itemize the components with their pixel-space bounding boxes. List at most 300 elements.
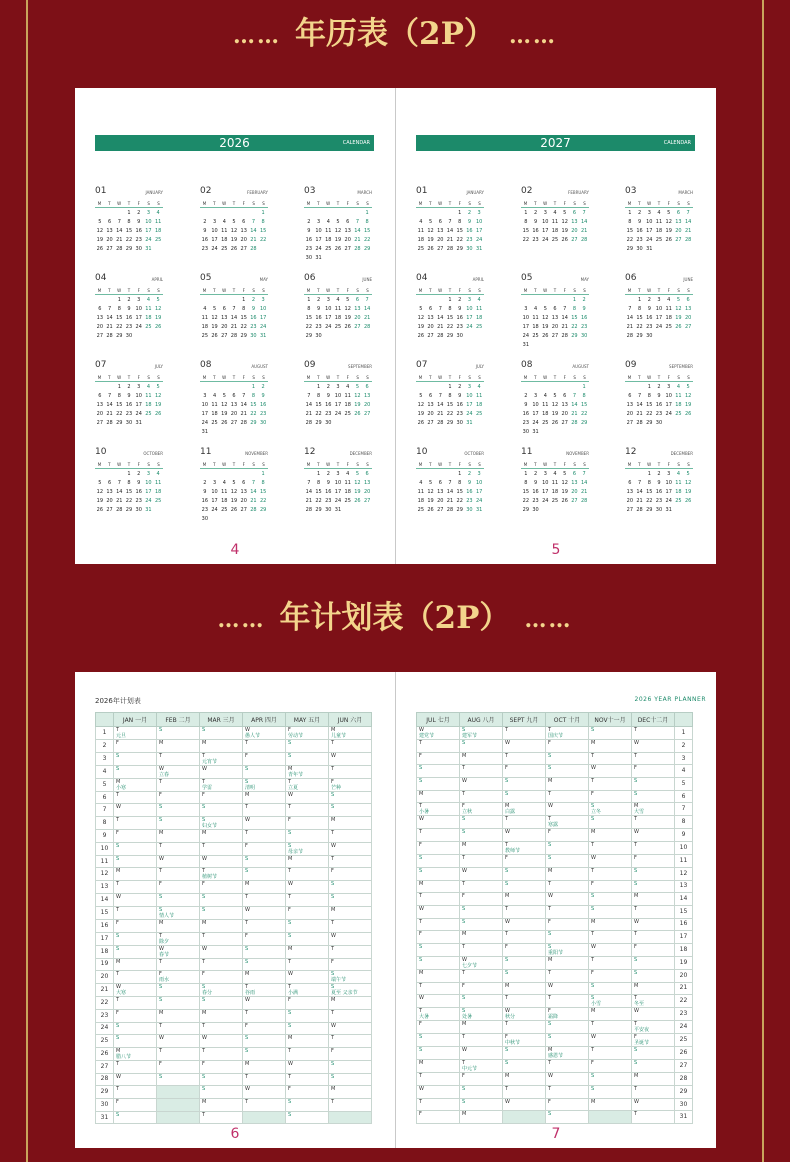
planner-cell[interactable] (503, 816, 546, 829)
planner-cell[interactable] (460, 969, 503, 982)
planner-cell[interactable] (243, 868, 286, 881)
planner-cell[interactable] (286, 997, 329, 1010)
planner-cell[interactable] (243, 778, 286, 791)
planner-cell[interactable] (243, 842, 286, 855)
planner-cell[interactable] (417, 1034, 460, 1047)
planner-cell[interactable] (286, 804, 329, 817)
planner-cell[interactable] (329, 868, 372, 881)
planner-cell[interactable] (589, 803, 632, 816)
planner-cell[interactable] (114, 740, 157, 753)
planner-cell[interactable] (546, 905, 589, 918)
planner-cell[interactable] (589, 1047, 632, 1060)
planner-cell[interactable] (546, 943, 589, 956)
planner-cell[interactable] (286, 791, 329, 804)
planner-cell[interactable] (243, 984, 286, 997)
planner-cell[interactable] (546, 1021, 589, 1034)
planner-cell[interactable] (286, 1060, 329, 1073)
planner-cell[interactable] (243, 971, 286, 984)
planner-cell[interactable] (157, 1022, 200, 1035)
planner-cell[interactable] (460, 1111, 503, 1124)
planner-cell[interactable] (157, 1111, 200, 1124)
planner-cell[interactable] (286, 1035, 329, 1048)
planner-cell[interactable] (632, 867, 675, 880)
planner-cell[interactable] (589, 982, 632, 995)
planner-cell[interactable] (460, 1008, 503, 1021)
planner-cell[interactable] (460, 790, 503, 803)
planner-cell[interactable] (632, 931, 675, 944)
planner-cell[interactable] (632, 956, 675, 969)
planner-cell[interactable] (417, 752, 460, 765)
planner-cell[interactable] (460, 778, 503, 791)
planner-cell[interactable] (632, 765, 675, 778)
planner-cell[interactable] (546, 778, 589, 791)
planner-cell[interactable] (114, 971, 157, 984)
planner-cell[interactable] (503, 778, 546, 791)
planner-cell[interactable] (114, 984, 157, 997)
planner-cell[interactable] (589, 918, 632, 931)
planner-cell[interactable] (200, 855, 243, 868)
planner-cell[interactable] (632, 778, 675, 791)
planner-cell[interactable] (503, 855, 546, 868)
planner-cell[interactable] (460, 931, 503, 944)
planner-cell[interactable] (589, 816, 632, 829)
planner-cell[interactable] (417, 880, 460, 893)
planner-cell[interactable] (460, 918, 503, 931)
planner-cell[interactable] (329, 1086, 372, 1099)
planner-cell[interactable] (503, 880, 546, 893)
planner-cell[interactable] (243, 1035, 286, 1048)
planner-cell[interactable] (546, 893, 589, 906)
planner-cell[interactable] (417, 943, 460, 956)
planner-cell[interactable] (503, 1111, 546, 1124)
planner-cell[interactable] (589, 905, 632, 918)
planner-cell[interactable] (589, 956, 632, 969)
planner-cell[interactable] (589, 1086, 632, 1099)
planner-cell[interactable] (329, 830, 372, 843)
planner-cell[interactable] (460, 905, 503, 918)
planner-cell[interactable] (157, 842, 200, 855)
planner-cell[interactable] (286, 1099, 329, 1112)
planner-cell[interactable] (200, 997, 243, 1010)
planner-cell[interactable] (460, 740, 503, 753)
planner-cell[interactable] (503, 829, 546, 842)
planner-cell[interactable] (417, 740, 460, 753)
planner-cell[interactable] (417, 918, 460, 931)
planner-cell[interactable] (243, 855, 286, 868)
planner-cell[interactable] (114, 881, 157, 894)
planner-cell[interactable] (157, 984, 200, 997)
planner-cell[interactable] (200, 817, 243, 830)
planner-cell[interactable] (589, 1008, 632, 1021)
planner-cell[interactable] (546, 803, 589, 816)
planner-cell[interactable] (286, 740, 329, 753)
planner-cell[interactable] (589, 931, 632, 944)
planner-cell[interactable] (632, 1034, 675, 1047)
planner-cell[interactable] (329, 727, 372, 740)
planner-cell[interactable] (243, 1009, 286, 1022)
planner-cell[interactable] (460, 995, 503, 1008)
planner-cell[interactable] (114, 842, 157, 855)
planner-cell[interactable] (589, 842, 632, 855)
planner-cell[interactable] (329, 906, 372, 919)
planner-cell[interactable] (503, 1086, 546, 1099)
planner-cell[interactable] (200, 778, 243, 791)
planner-cell[interactable] (329, 740, 372, 753)
planner-cell[interactable] (417, 790, 460, 803)
planner-cell[interactable] (200, 906, 243, 919)
planner-cell[interactable] (114, 804, 157, 817)
planner-cell[interactable] (329, 752, 372, 765)
planner-cell[interactable] (460, 1047, 503, 1060)
planner-cell[interactable] (417, 727, 460, 740)
planner-cell[interactable] (157, 1009, 200, 1022)
planner-cell[interactable] (286, 1111, 329, 1124)
planner-cell[interactable] (503, 969, 546, 982)
planner-cell[interactable] (200, 881, 243, 894)
planner-cell[interactable] (503, 893, 546, 906)
planner-cell[interactable] (417, 1073, 460, 1086)
planner-cell[interactable] (286, 1022, 329, 1035)
planner-cell[interactable] (632, 1060, 675, 1073)
planner-cell[interactable] (417, 995, 460, 1008)
planner-cell[interactable] (329, 971, 372, 984)
planner-cell[interactable] (114, 1009, 157, 1022)
planner-cell[interactable] (286, 752, 329, 765)
planner-cell[interactable] (503, 943, 546, 956)
planner-cell[interactable] (460, 956, 503, 969)
planner-cell[interactable] (329, 958, 372, 971)
planner-cell[interactable] (243, 945, 286, 958)
planner-cell[interactable] (114, 765, 157, 778)
planner-cell[interactable] (589, 1111, 632, 1124)
planner-cell[interactable] (200, 1009, 243, 1022)
planner-cell[interactable] (503, 918, 546, 931)
planner-cell[interactable] (329, 1073, 372, 1086)
planner-cell[interactable] (286, 971, 329, 984)
planner-cell[interactable] (503, 995, 546, 1008)
planner-cell[interactable] (503, 1060, 546, 1073)
planner-cell[interactable] (200, 804, 243, 817)
planner-cell[interactable] (632, 995, 675, 1008)
planner-cell[interactable] (632, 982, 675, 995)
planner-cell[interactable] (329, 1009, 372, 1022)
planner-cell[interactable] (243, 906, 286, 919)
planner-cell[interactable] (329, 1099, 372, 1112)
planner-cell[interactable] (200, 752, 243, 765)
planner-cell[interactable] (460, 1098, 503, 1111)
planner-cell[interactable] (460, 893, 503, 906)
planner-cell[interactable] (460, 943, 503, 956)
planner-cell[interactable] (243, 919, 286, 932)
planner-cell[interactable] (157, 932, 200, 945)
planner-cell[interactable] (546, 1047, 589, 1060)
planner-cell[interactable] (243, 752, 286, 765)
planner-cell[interactable] (157, 1047, 200, 1060)
planner-cell[interactable] (243, 817, 286, 830)
planner-cell[interactable] (200, 740, 243, 753)
planner-cell[interactable] (546, 867, 589, 880)
planner-cell[interactable] (460, 816, 503, 829)
planner-cell[interactable] (632, 905, 675, 918)
planner-cell[interactable] (546, 1098, 589, 1111)
planner-cell[interactable] (329, 945, 372, 958)
planner-cell[interactable] (157, 778, 200, 791)
planner-cell[interactable] (157, 919, 200, 932)
planner-cell[interactable] (503, 931, 546, 944)
planner-cell[interactable] (632, 969, 675, 982)
planner-cell[interactable] (503, 1008, 546, 1021)
planner-cell[interactable] (589, 943, 632, 956)
planner-cell[interactable] (286, 1073, 329, 1086)
planner-cell[interactable] (200, 958, 243, 971)
planner-cell[interactable] (114, 1086, 157, 1099)
planner-cell[interactable] (503, 1034, 546, 1047)
planner-cell[interactable] (546, 829, 589, 842)
planner-cell[interactable] (286, 919, 329, 932)
planner-cell[interactable] (546, 1060, 589, 1073)
planner-cell[interactable] (114, 791, 157, 804)
planner-cell[interactable] (589, 855, 632, 868)
planner-cell[interactable] (546, 918, 589, 931)
planner-cell[interactable] (589, 790, 632, 803)
planner-cell[interactable] (589, 969, 632, 982)
planner-cell[interactable] (460, 880, 503, 893)
planner-cell[interactable] (243, 1099, 286, 1112)
planner-cell[interactable] (417, 1021, 460, 1034)
planner-cell[interactable] (546, 1086, 589, 1099)
planner-cell[interactable] (503, 727, 546, 740)
planner-cell[interactable] (157, 945, 200, 958)
planner-cell[interactable] (286, 778, 329, 791)
planner-cell[interactable] (114, 868, 157, 881)
planner-cell[interactable] (460, 803, 503, 816)
planner-cell[interactable] (200, 868, 243, 881)
planner-cell[interactable] (114, 906, 157, 919)
planner-cell[interactable] (243, 1060, 286, 1073)
planner-cell[interactable] (157, 1086, 200, 1099)
planner-cell[interactable] (546, 790, 589, 803)
planner-cell[interactable] (546, 816, 589, 829)
planner-cell[interactable] (157, 817, 200, 830)
planner-cell[interactable] (200, 894, 243, 907)
planner-cell[interactable] (546, 982, 589, 995)
planner-cell[interactable] (243, 1022, 286, 1035)
planner-cell[interactable] (200, 1035, 243, 1048)
planner-cell[interactable] (200, 1022, 243, 1035)
planner-cell[interactable] (632, 1008, 675, 1021)
planner-cell[interactable] (200, 1047, 243, 1060)
planner-cell[interactable] (632, 816, 675, 829)
planner-cell[interactable] (114, 945, 157, 958)
planner-cell[interactable] (546, 752, 589, 765)
planner-cell[interactable] (503, 1098, 546, 1111)
planner-cell[interactable] (329, 984, 372, 997)
planner-cell[interactable] (546, 1034, 589, 1047)
planner-cell[interactable] (546, 727, 589, 740)
planner-cell[interactable] (632, 790, 675, 803)
planner-cell[interactable] (200, 971, 243, 984)
planner-cell[interactable] (329, 791, 372, 804)
planner-cell[interactable] (503, 905, 546, 918)
planner-cell[interactable] (417, 778, 460, 791)
planner-cell[interactable] (417, 842, 460, 855)
planner-cell[interactable] (546, 931, 589, 944)
planner-cell[interactable] (157, 1060, 200, 1073)
planner-cell[interactable] (200, 1099, 243, 1112)
planner-cell[interactable] (286, 765, 329, 778)
planner-cell[interactable] (632, 1111, 675, 1124)
planner-cell[interactable] (503, 790, 546, 803)
planner-cell[interactable] (200, 945, 243, 958)
planner-cell[interactable] (417, 982, 460, 995)
planner-cell[interactable] (546, 765, 589, 778)
planner-cell[interactable] (589, 829, 632, 842)
planner-cell[interactable] (546, 855, 589, 868)
planner-cell[interactable] (157, 791, 200, 804)
planner-cell[interactable] (286, 881, 329, 894)
planner-cell[interactable] (417, 829, 460, 842)
planner-cell[interactable] (460, 727, 503, 740)
planner-cell[interactable] (286, 855, 329, 868)
planner-cell[interactable] (157, 906, 200, 919)
planner-cell[interactable] (417, 816, 460, 829)
planner-cell[interactable] (417, 956, 460, 969)
planner-cell[interactable] (417, 1047, 460, 1060)
planner-cell[interactable] (329, 817, 372, 830)
planner-cell[interactable] (417, 1111, 460, 1124)
planner-cell[interactable] (632, 1021, 675, 1034)
planner-cell[interactable] (503, 803, 546, 816)
planner-cell[interactable] (589, 867, 632, 880)
planner-cell[interactable] (589, 740, 632, 753)
planner-cell[interactable] (114, 1035, 157, 1048)
planner-cell[interactable] (417, 1086, 460, 1099)
planner-cell[interactable] (589, 1073, 632, 1086)
planner-cell[interactable] (632, 880, 675, 893)
planner-cell[interactable] (157, 958, 200, 971)
planner-cell[interactable] (503, 1047, 546, 1060)
planner-cell[interactable] (200, 1086, 243, 1099)
planner-cell[interactable] (329, 1111, 372, 1124)
planner-cell[interactable] (200, 727, 243, 740)
planner-cell[interactable] (329, 894, 372, 907)
planner-cell[interactable] (157, 1035, 200, 1048)
planner-cell[interactable] (286, 1009, 329, 1022)
planner-cell[interactable] (632, 727, 675, 740)
planner-cell[interactable] (546, 969, 589, 982)
planner-cell[interactable] (243, 997, 286, 1010)
planner-cell[interactable] (243, 727, 286, 740)
planner-cell[interactable] (417, 1008, 460, 1021)
planner-cell[interactable] (460, 867, 503, 880)
planner-cell[interactable] (546, 1008, 589, 1021)
planner-cell[interactable] (286, 984, 329, 997)
planner-cell[interactable] (114, 1099, 157, 1112)
planner-cell[interactable] (632, 1073, 675, 1086)
planner-cell[interactable] (503, 1021, 546, 1034)
planner-cell[interactable] (200, 791, 243, 804)
planner-cell[interactable] (417, 765, 460, 778)
planner-cell[interactable] (286, 932, 329, 945)
planner-cell[interactable] (460, 1021, 503, 1034)
planner-cell[interactable] (632, 1047, 675, 1060)
planner-cell[interactable] (632, 855, 675, 868)
planner-cell[interactable] (632, 893, 675, 906)
planner-cell[interactable] (286, 958, 329, 971)
planner-cell[interactable] (243, 1047, 286, 1060)
planner-cell[interactable] (114, 932, 157, 945)
planner-cell[interactable] (329, 997, 372, 1010)
planner-cell[interactable] (114, 1073, 157, 1086)
planner-cell[interactable] (329, 1022, 372, 1035)
planner-cell[interactable] (460, 1034, 503, 1047)
planner-cell[interactable] (589, 1021, 632, 1034)
planner-cell[interactable] (632, 752, 675, 765)
planner-cell[interactable] (546, 880, 589, 893)
planner-cell[interactable] (286, 945, 329, 958)
planner-cell[interactable] (503, 982, 546, 995)
planner-cell[interactable] (632, 803, 675, 816)
planner-cell[interactable] (460, 982, 503, 995)
planner-cell[interactable] (114, 817, 157, 830)
planner-cell[interactable] (157, 727, 200, 740)
planner-cell[interactable] (546, 1111, 589, 1124)
planner-cell[interactable] (329, 855, 372, 868)
planner-cell[interactable] (243, 881, 286, 894)
planner-cell[interactable] (417, 855, 460, 868)
planner-cell[interactable] (329, 1035, 372, 1048)
planner-cell[interactable] (286, 906, 329, 919)
planner-cell[interactable] (460, 855, 503, 868)
planner-cell[interactable] (114, 894, 157, 907)
planner-cell[interactable] (417, 867, 460, 880)
planner-cell[interactable] (589, 1060, 632, 1073)
planner-cell[interactable] (114, 919, 157, 932)
planner-cell[interactable] (503, 740, 546, 753)
planner-cell[interactable] (546, 995, 589, 1008)
planner-cell[interactable] (417, 969, 460, 982)
planner-cell[interactable] (546, 956, 589, 969)
planner-cell[interactable] (114, 855, 157, 868)
planner-cell[interactable] (157, 830, 200, 843)
planner-cell[interactable] (114, 1047, 157, 1060)
planner-cell[interactable] (114, 1060, 157, 1073)
planner-cell[interactable] (243, 765, 286, 778)
planner-cell[interactable] (546, 1073, 589, 1086)
planner-cell[interactable] (329, 932, 372, 945)
planner-cell[interactable] (460, 842, 503, 855)
planner-cell[interactable] (157, 1073, 200, 1086)
planner-cell[interactable] (329, 1060, 372, 1073)
planner-cell[interactable] (329, 804, 372, 817)
planner-cell[interactable] (157, 804, 200, 817)
planner-cell[interactable] (460, 829, 503, 842)
planner-cell[interactable] (157, 752, 200, 765)
planner-cell[interactable] (243, 1073, 286, 1086)
planner-cell[interactable] (589, 778, 632, 791)
planner-cell[interactable] (157, 1099, 200, 1112)
planner-cell[interactable] (157, 855, 200, 868)
planner-cell[interactable] (329, 765, 372, 778)
planner-cell[interactable] (589, 765, 632, 778)
planner-cell[interactable] (503, 752, 546, 765)
planner-cell[interactable] (200, 765, 243, 778)
planner-cell[interactable] (200, 1073, 243, 1086)
planner-cell[interactable] (157, 894, 200, 907)
planner-cell[interactable] (503, 956, 546, 969)
planner-cell[interactable] (243, 932, 286, 945)
planner-cell[interactable] (157, 868, 200, 881)
